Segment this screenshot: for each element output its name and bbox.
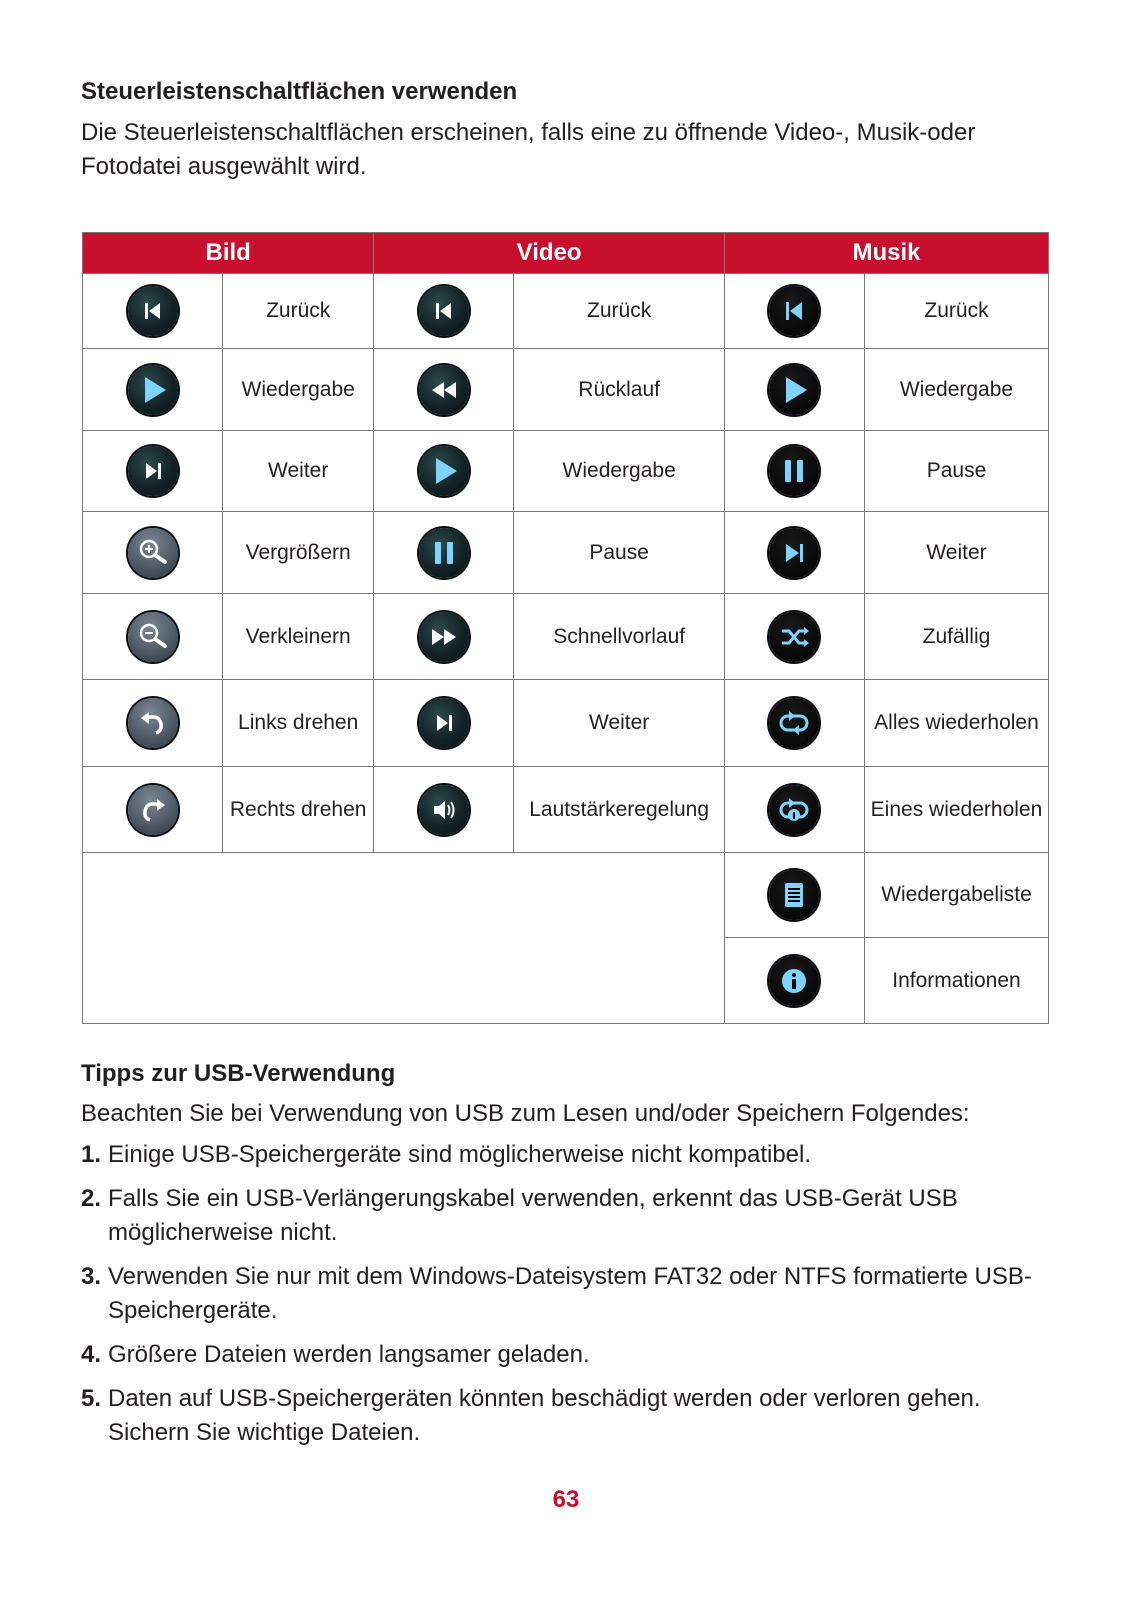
rewind-icon: [419, 365, 469, 415]
shuffle-icon: [769, 612, 819, 662]
table-row: [83, 512, 1049, 594]
musik-label: Pause: [864, 431, 1048, 512]
table-row: [83, 767, 1049, 853]
musik-label: Zurück: [864, 274, 1048, 349]
bild-icon-cell: [83, 767, 223, 853]
list-number: 4.: [81, 1341, 102, 1368]
musik-label: Wiedergabe: [864, 349, 1048, 431]
play-icon: [419, 446, 469, 496]
musik-label: Weiter: [864, 512, 1048, 594]
musik-icon-cell: [724, 431, 864, 512]
next-icon: [128, 446, 178, 496]
bild-label: Rechts drehen: [223, 767, 374, 853]
list-item: [81, 1182, 1041, 1250]
previous-icon: [419, 286, 469, 336]
video-label: Zurück: [514, 274, 725, 349]
musik-icon-cell: [724, 349, 864, 431]
section-intro-text: Die Steuerleistenschaltflächen erscheinen, falls eine zu öffnende Video-, Musik-oder Fotodatei ausgewählt wird.: [81, 119, 976, 180]
info-icon: [769, 956, 819, 1006]
video-icon-cell: [374, 274, 514, 349]
list-text: Daten auf USB-Speichergeräten könnten beschädigt werden oder verloren gehen. Sichern Sie wichtige Dateien.: [108, 1385, 981, 1446]
bild-icon-cell: [83, 680, 223, 767]
table-row: [83, 680, 1049, 767]
musik-icon-cell: [724, 680, 864, 767]
previous-icon: [769, 286, 819, 336]
video-label: Lautstärkeregelung: [514, 767, 725, 853]
section-intro-text: Beachten Sie bei Verwendung von USB zum Lesen und/oder Speichern Folgendes:: [81, 1100, 970, 1127]
previous-icon: [128, 286, 178, 336]
repeat-one-icon: [769, 785, 819, 835]
header-musik: Musik: [724, 233, 1048, 274]
musik-label: Informationen: [864, 938, 1048, 1024]
list-number: 5.: [81, 1385, 102, 1412]
play-icon: [128, 365, 178, 415]
musik-icon-cell: [724, 938, 864, 1024]
header-video: Video: [374, 233, 725, 274]
list-text: Falls Sie ein USB-Verlängerungskabel verwenden, erkennt das USB-Gerät USB möglicherweise nicht.: [108, 1185, 958, 1246]
volume-icon: [419, 785, 469, 835]
musik-icon-cell: [724, 853, 864, 938]
musik-label: Zufällig: [864, 594, 1048, 680]
musik-icon-cell: [724, 594, 864, 680]
video-icon-cell: [374, 349, 514, 431]
video-label: Weiter: [514, 680, 725, 767]
bild-label: Verkleinern: [223, 594, 374, 680]
bild-icon-cell: [83, 431, 223, 512]
musik-icon-cell: [724, 512, 864, 594]
table-header-row: [83, 233, 1049, 274]
pause-icon: [419, 528, 469, 578]
video-label: Rücklauf: [514, 349, 725, 431]
musik-icon-cell: [724, 767, 864, 853]
pause-icon: [769, 446, 819, 496]
list-number: 3.: [81, 1263, 102, 1290]
section-heading: Steuerleistenschaltflächen verwenden: [81, 78, 518, 105]
musik-label: Eines wiederholen: [864, 767, 1048, 853]
musik-icon-cell: [724, 274, 864, 349]
bild-label: Vergrößern: [223, 512, 374, 594]
table-row: [83, 274, 1049, 349]
video-label: Schnellvorlauf: [514, 594, 725, 680]
musik-label: Alles wiederholen: [864, 680, 1048, 767]
table-row: [83, 349, 1049, 431]
page-number: 63: [552, 1486, 580, 1513]
control-bar-buttons-table: [82, 232, 1049, 1024]
bild-label: Links drehen: [223, 680, 374, 767]
next-icon: [769, 528, 819, 578]
video-icon-cell: [374, 512, 514, 594]
table-row: [83, 431, 1049, 512]
bild-label: Wiedergabe: [223, 349, 374, 431]
repeat-all-icon: [769, 698, 819, 748]
video-icon-cell: [374, 431, 514, 512]
playlist-icon: [769, 870, 819, 920]
video-icon-cell: [374, 767, 514, 853]
musik-label: Wiedergabeliste: [864, 853, 1048, 938]
video-label: Wiedergabe: [514, 431, 725, 512]
fast-forward-icon: [419, 612, 469, 662]
usb-tips-list: [81, 1138, 1041, 1460]
rotate-right-icon: [128, 785, 178, 835]
zoom-out-icon: [128, 612, 178, 662]
list-item: [81, 1338, 1041, 1372]
list-number: 2.: [81, 1185, 102, 1212]
list-text: Verwenden Sie nur mit dem Windows-Dateisystem FAT32 oder NTFS formatierte USB-Speichergeräte.: [108, 1263, 1032, 1324]
video-icon-cell: [374, 594, 514, 680]
video-label: Pause: [514, 512, 725, 594]
table-row: [83, 853, 1049, 938]
section-heading: Tipps zur USB-Verwendung: [81, 1060, 396, 1087]
list-number: 1.: [81, 1141, 102, 1168]
empty-cell: [83, 853, 725, 1024]
bild-icon-cell: [83, 274, 223, 349]
list-text: Größere Dateien werden langsamer geladen.: [108, 1341, 590, 1368]
bild-label: Zurück: [223, 274, 374, 349]
play-icon: [769, 365, 819, 415]
list-item: [81, 1382, 1041, 1450]
bild-icon-cell: [83, 594, 223, 680]
header-bild: Bild: [83, 233, 374, 274]
video-icon-cell: [374, 680, 514, 767]
rotate-left-icon: [128, 698, 178, 748]
bild-label: Weiter: [223, 431, 374, 512]
zoom-in-icon: [128, 528, 178, 578]
list-item: [81, 1260, 1041, 1328]
next-icon: [419, 698, 469, 748]
list-item: [81, 1138, 1041, 1172]
table-row: [83, 594, 1049, 680]
list-text: Einige USB-Speichergeräte sind möglicherweise nicht kompatibel.: [108, 1141, 812, 1168]
bild-icon-cell: [83, 512, 223, 594]
bild-icon-cell: [83, 349, 223, 431]
